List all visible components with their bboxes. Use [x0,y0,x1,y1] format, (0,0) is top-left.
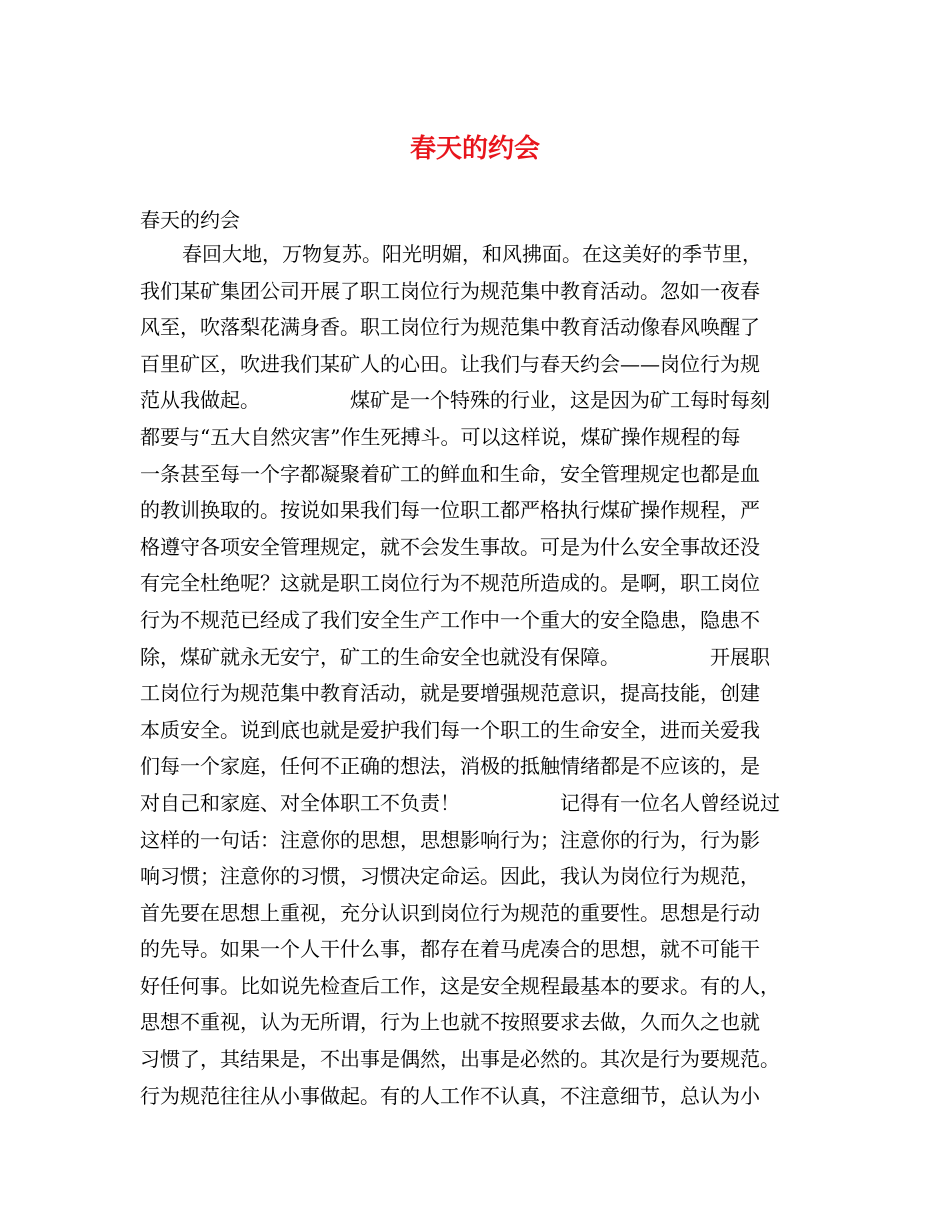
body-line: 习惯了，其结果是，不出事是偶然，出事是必然的。其次是行为要规范。 [140,1047,780,1072]
body-line: 除，煤矿就永无安宁，矿工的生命安全也就没有保障。 开展职 [140,644,770,669]
body-line: 思想不重视，认为无所谓，行为上也就不按照要求去做，久而久之也就 [140,1010,760,1035]
body-line: 的先导。如果一个人干什么事，都存在着马虎凑合的思想，就不可能干 [140,937,760,962]
body-line: 有完全杜绝呢？这就是职工岗位行为不规范所造成的。是啊，职工岗位 [140,571,760,596]
document-body [140,236,830,1114]
body-line: 们每一个家庭，任何不正确的想法，消极的抵触情绪都是不应该的，是 [140,754,760,779]
body-line: 都要与“五大自然灾害”作生死搏斗。可以这样说，煤矿操作规程的每 [140,424,741,449]
body-line: 的教训换取的。按说如果我们每一位职工都严格执行煤矿操作规程，严 [140,498,760,523]
body-line: 春回大地，万物复苏。阳光明媚，和风拂面。在这美好的季节里， [182,242,762,266]
body-line: 对自己和家庭、对全体职工不负责！ 记得有一位名人曾经说过 [140,790,780,815]
body-line: 行为不规范已经成了我们安全生产工作中一个重大的安全隐患，隐患不 [140,607,760,632]
body-line: 行为规范往往从小事做起。有的人工作不认真，不注意细节，总认为小 [140,1083,760,1108]
body-line: 风至，吹落梨花满身香。职工岗位行为规范集中教育活动像春风唤醒了 [140,315,760,340]
body-line: 首先要在思想上重视，充分认识到岗位行为规范的重要性。思想是行动 [140,900,760,925]
body-line: 工岗位行为规范集中教育活动，就是要增强规范意识，提高技能，创建 [140,681,760,706]
body-line: 这样的一句话：注意你的思想，思想影响行为；注意你的行为，行为影 [140,827,760,852]
body-line: 百里矿区，吹进我们某矿人的心田。让我们与春天约会——岗位行为规 [140,351,760,376]
body-line: 好任何事。比如说先检查后工作，这是安全规程最基本的要求。有的人， [140,973,780,998]
body-line: 一条甚至每一个字都凝聚着矿工的鲜血和生命，安全管理规定也都是血 [140,461,760,486]
body-line: 格遵守各项安全管理规定，就不会发生事故。可是为什么安全事故还没 [140,534,760,559]
body-line: 范从我做起。 煤矿是一个特殊的行业，这是因为矿工每时每刻 [140,388,770,413]
body-line: 我们某矿集团公司开展了职工岗位行为规范集中教育活动。忽如一夜春 [140,278,760,303]
body-line: 响习惯；注意你的习惯，习惯决定命运。因此，我认为岗位行为规范， [140,864,760,889]
document-title: 春天的约会 [409,134,540,164]
body-line: 本质安全。说到底也就是爱护我们每一个职工的生命安全，进而关爱我 [140,717,760,742]
document-subtitle: 春天的约会 [140,208,240,232]
